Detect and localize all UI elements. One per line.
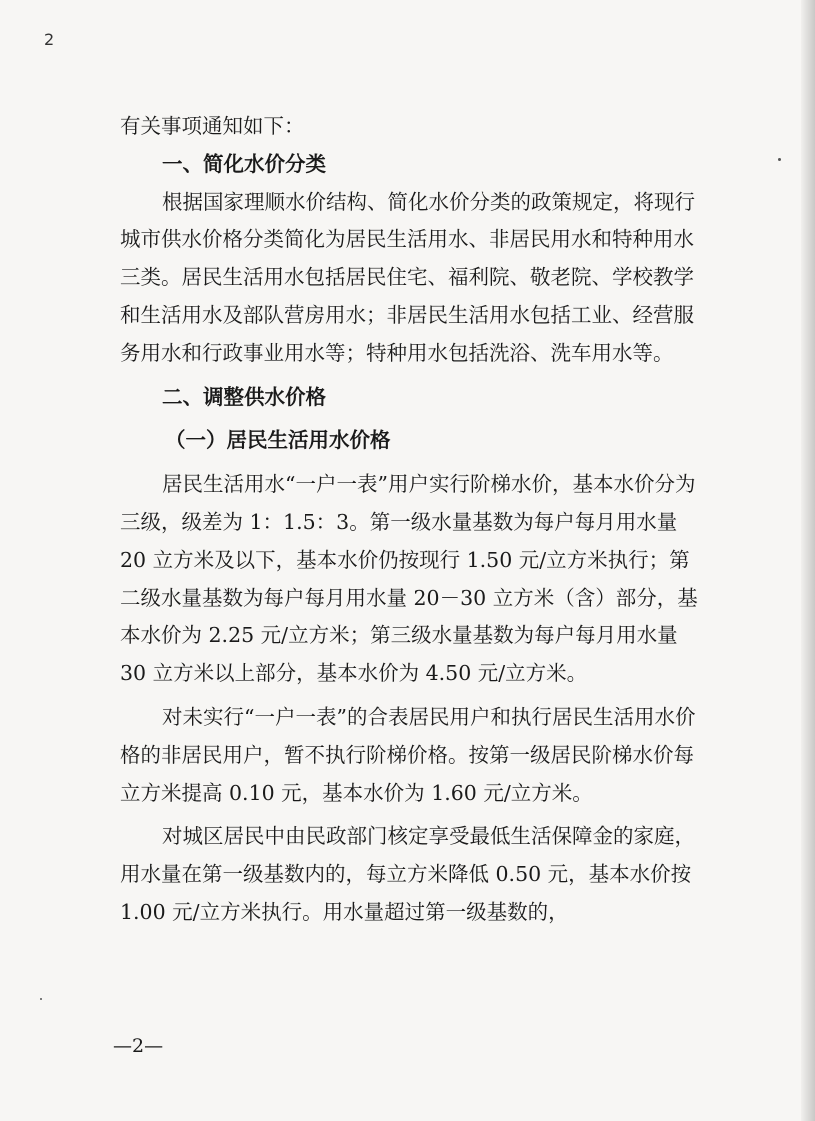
section-1-paragraph: 根据国家理顺水价结构、简化水价分类的政策规定，将现行城市供水价格分类简化为居民生活用水、非居民用水和特种用水三类。居民生活用水包括居民住宅、福利院、敬老院、学校教学和生活用水及部队营房用水；非居民生活用水包括工业、经营服务用水和行政事业用水等；特种用水包括洗浴、洗车用水等。 <box>120 189 695 365</box>
low-income-paragraph: 对城区居民中由民政部门核定享受最低生活保障金的家庭，用水量在第一级基数内的，每立方米降低 0.50 元，基本水价按 1.00 元/立方米执行。用水量超过第一级基数的， <box>120 824 695 924</box>
subsection-heading-1: （一）居民生活用水价格 <box>165 428 391 453</box>
scan-speck <box>778 158 781 161</box>
scan-edge-shadow <box>801 0 815 1121</box>
tiered-price-paragraph: 居民生活用水“一户一表”用户实行阶梯水价，基本水价分为三级，级差为 1：1.5：3。第一级水量基数为每户每月用水量 20 立方米及以下，基本水价仍按现行 1.50 元/立方米执行；第二级水量基数为每户每月用水量 20－30 立方米（含）部分，基本水价为 2.25 元/立方米；第三级水量基数为每户每月用水量 30 立方米以上部分，基本水价为 4.50 元/立方米。 <box>120 472 698 686</box>
section-heading-1: 一、简化水价分类 <box>162 151 326 176</box>
handwritten-page-mark: 2 <box>44 30 55 49</box>
intro-line: 有关事项通知如下： <box>120 114 305 138</box>
page-number: —2— <box>113 1035 164 1057</box>
shared-meter-paragraph: 对未实行“一户一表”的合表居民用户和执行居民生活用水价格的非居民用户，暂不执行阶梯价格。按第一级居民阶梯水价每立方米提高 0.10 元，基本水价为 1.60 元/立方米。 <box>120 704 696 805</box>
section-heading-2: 二、调整供水价格 <box>162 384 326 409</box>
scan-speck <box>40 998 42 1000</box>
document-body <box>120 108 705 932</box>
